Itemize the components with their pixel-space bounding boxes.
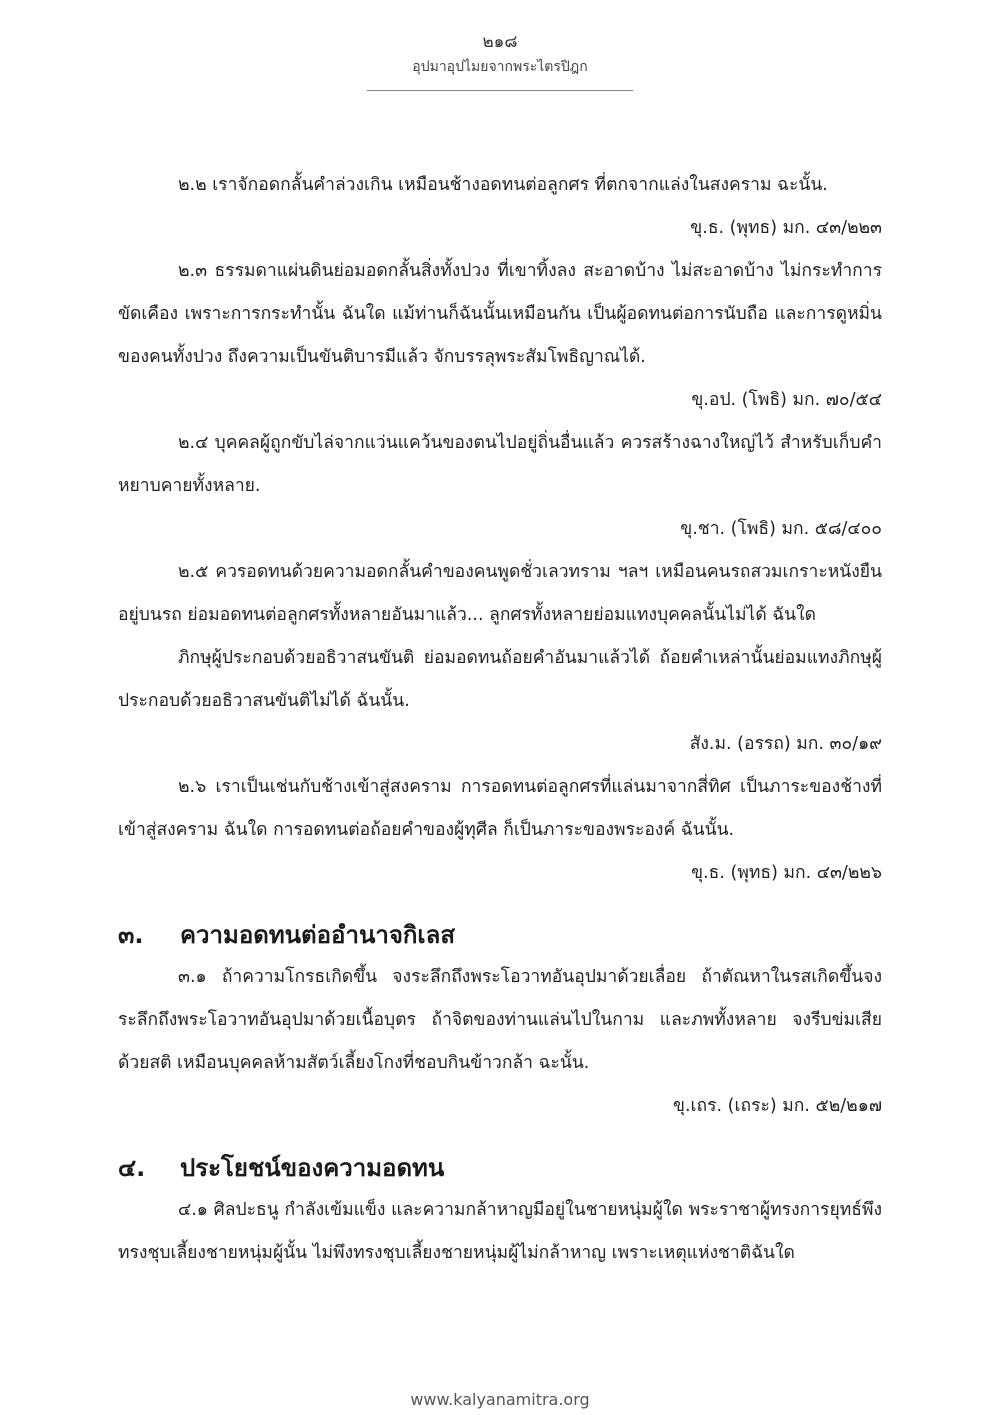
page-body: [118, 164, 882, 1275]
section-4-heading: [118, 1147, 882, 1189]
paragraph-2-2: ๒.๒ เราจักอดกลั้นคำล่วงเกิน เหมือนช้างอดทนต่อลูกศร ที่ตกจากแล่งในสงคราม ฉะนั้น.: [178, 175, 828, 195]
reference-2-2: ขุ.ธ. (พุทธ) มก. ๔๓/๒๒๓: [690, 218, 882, 238]
section-spacer: [118, 1128, 882, 1147]
book-title: อุปมาอุปไมยจากพระไตรปิฎก: [412, 59, 588, 75]
paragraph-3-1: ๓.๑ ถ้าความโกรธเกิดขึ้น จงระลึกถึงพระโอวาทอันอุปมาด้วยเลื่อย ถ้าตัณหาในรสเกิดขึ้นจงระลึกถึงพระโอวาทอันอุปมาด้วยเนื้อบุตร ถ้าจิตของท่านแล่นไปในกาม และภพทั้งหลาย จงรีบข่มเสียด้วยสติ เหมือนบุคคลห้ามสัตว์เลี้ยงโกงที่ชอบกินข้าวกล้า ฉะนั้น.: [118, 967, 882, 1073]
reference-2-3: ขุ.อป. (โพธิ) มก. ๗๐/๕๔: [691, 390, 882, 410]
page-number: ๒๑๘: [482, 32, 518, 52]
reference-2-6: ขุ.ธ. (พุทธ) มก. ๔๓/๒๒๖: [691, 863, 882, 883]
section-spacer: [118, 895, 882, 914]
reference-3-1: ขุ.เถร. (เถระ) มก. ๕๒/๒๑๗: [673, 1096, 882, 1116]
section-3-heading: [118, 914, 882, 956]
page-header: [0, 30, 1000, 91]
paragraph-2-4: ๒.๔ บุคคลผู้ถูกขับไล่จากแว่นแคว้นของตนไปอยู่ถิ่นอื่นแล้ว ควรสร้างฉางใหญ่ไว้ สำหรับเก็บคำหยาบคายทั้งหลาย.: [118, 433, 882, 496]
section-4-title: ประโยชน์ของความอดทน: [180, 1154, 445, 1182]
reference-2-4: ขุ.ชา. (โพธิ) มก. ๕๘/๔๐๐: [680, 519, 882, 539]
paragraph-4-1: ๔.๑ ศิลปะธนู กำลังเข้มแข็ง และความกล้าหาญมีอยู่ในชายหนุ่มผู้ใด พระราชาผู้ทรงการยุทธ์พึงทรงชุบเลี้ยงชายหนุ่มผู้นั้น ไม่พึงทรงชุบเลี้ยงชายหนุ่มผู้ไม่กล้าหาญ เพราะเหตุแห่งชาติฉันใด: [118, 1200, 882, 1263]
reference-2-5: สัง.ม. (อรรถ) มก. ๓๐/๑๙: [689, 734, 882, 754]
section-3-title: ความอดทนต่ออำนาจกิเลส: [180, 921, 455, 949]
paragraph-2-3: ๒.๓ ธรรมดาแผ่นดินย่อมอดกลั้นสิ่งทั้งปวง ที่เขาทิ้งลง สะอาดบ้าง ไม่สะอาดบ้าง ไม่กระทำการขัดเคือง เพราะการกระทำนั้น ฉันใด แม้ท่านก็ฉันนั้นเหมือนกัน เป็นผู้อดทนต่อการนับถือ และการดูหมิ่นของคนทั้งปวง ถึงความเป็นขันติบารมีแล้ว จักบรรลุพระสัมโพธิญาณได้.: [118, 261, 882, 367]
paragraph-2-6: ๒.๖ เราเป็นเช่นกับช้างเข้าสู่สงคราม การอดทนต่อลูกศรที่แล่นมาจากสี่ทิศ เป็นภาระของช้างที่เข้าสู่สงคราม ฉันใด การอดทนต่อถ้อยคำของผู้ทุศีล ก็เป็นภาระของพระองค์ ฉันนั้น.: [118, 777, 882, 840]
section-4-number: ๔.: [118, 1154, 146, 1182]
paragraph-2-5-continued: ภิกษุผู้ประกอบด้วยอธิวาสนขันติ ย่อมอดทนถ้อยคำอันมาแล้วได้ ถ้อยคำเหล่านั้นย่อมแทงภิกษุผู้ประกอบด้วยอธิวาสนขันติไม่ได้ ฉันนั้น.: [118, 648, 882, 711]
paragraph-2-5: ๒.๕ ควรอดทนด้วยความอดกลั้นคำของคนพูดชั่วเลวทราม ฯลฯ เหมือนคนรถสวมเกราะหนังยืนอยู่บนรถ ย่อมอดทนต่อลูกศรทั้งหลายอันมาแล้ว... ลูกศรทั้งหลายย่อมแทงบุคคลนั้นไม่ได้ ฉันใด: [118, 562, 882, 625]
header-divider: [367, 90, 633, 91]
footer-website: www.kalyanamitra.org: [410, 1390, 590, 1409]
section-3-number: ๓.: [118, 921, 144, 949]
